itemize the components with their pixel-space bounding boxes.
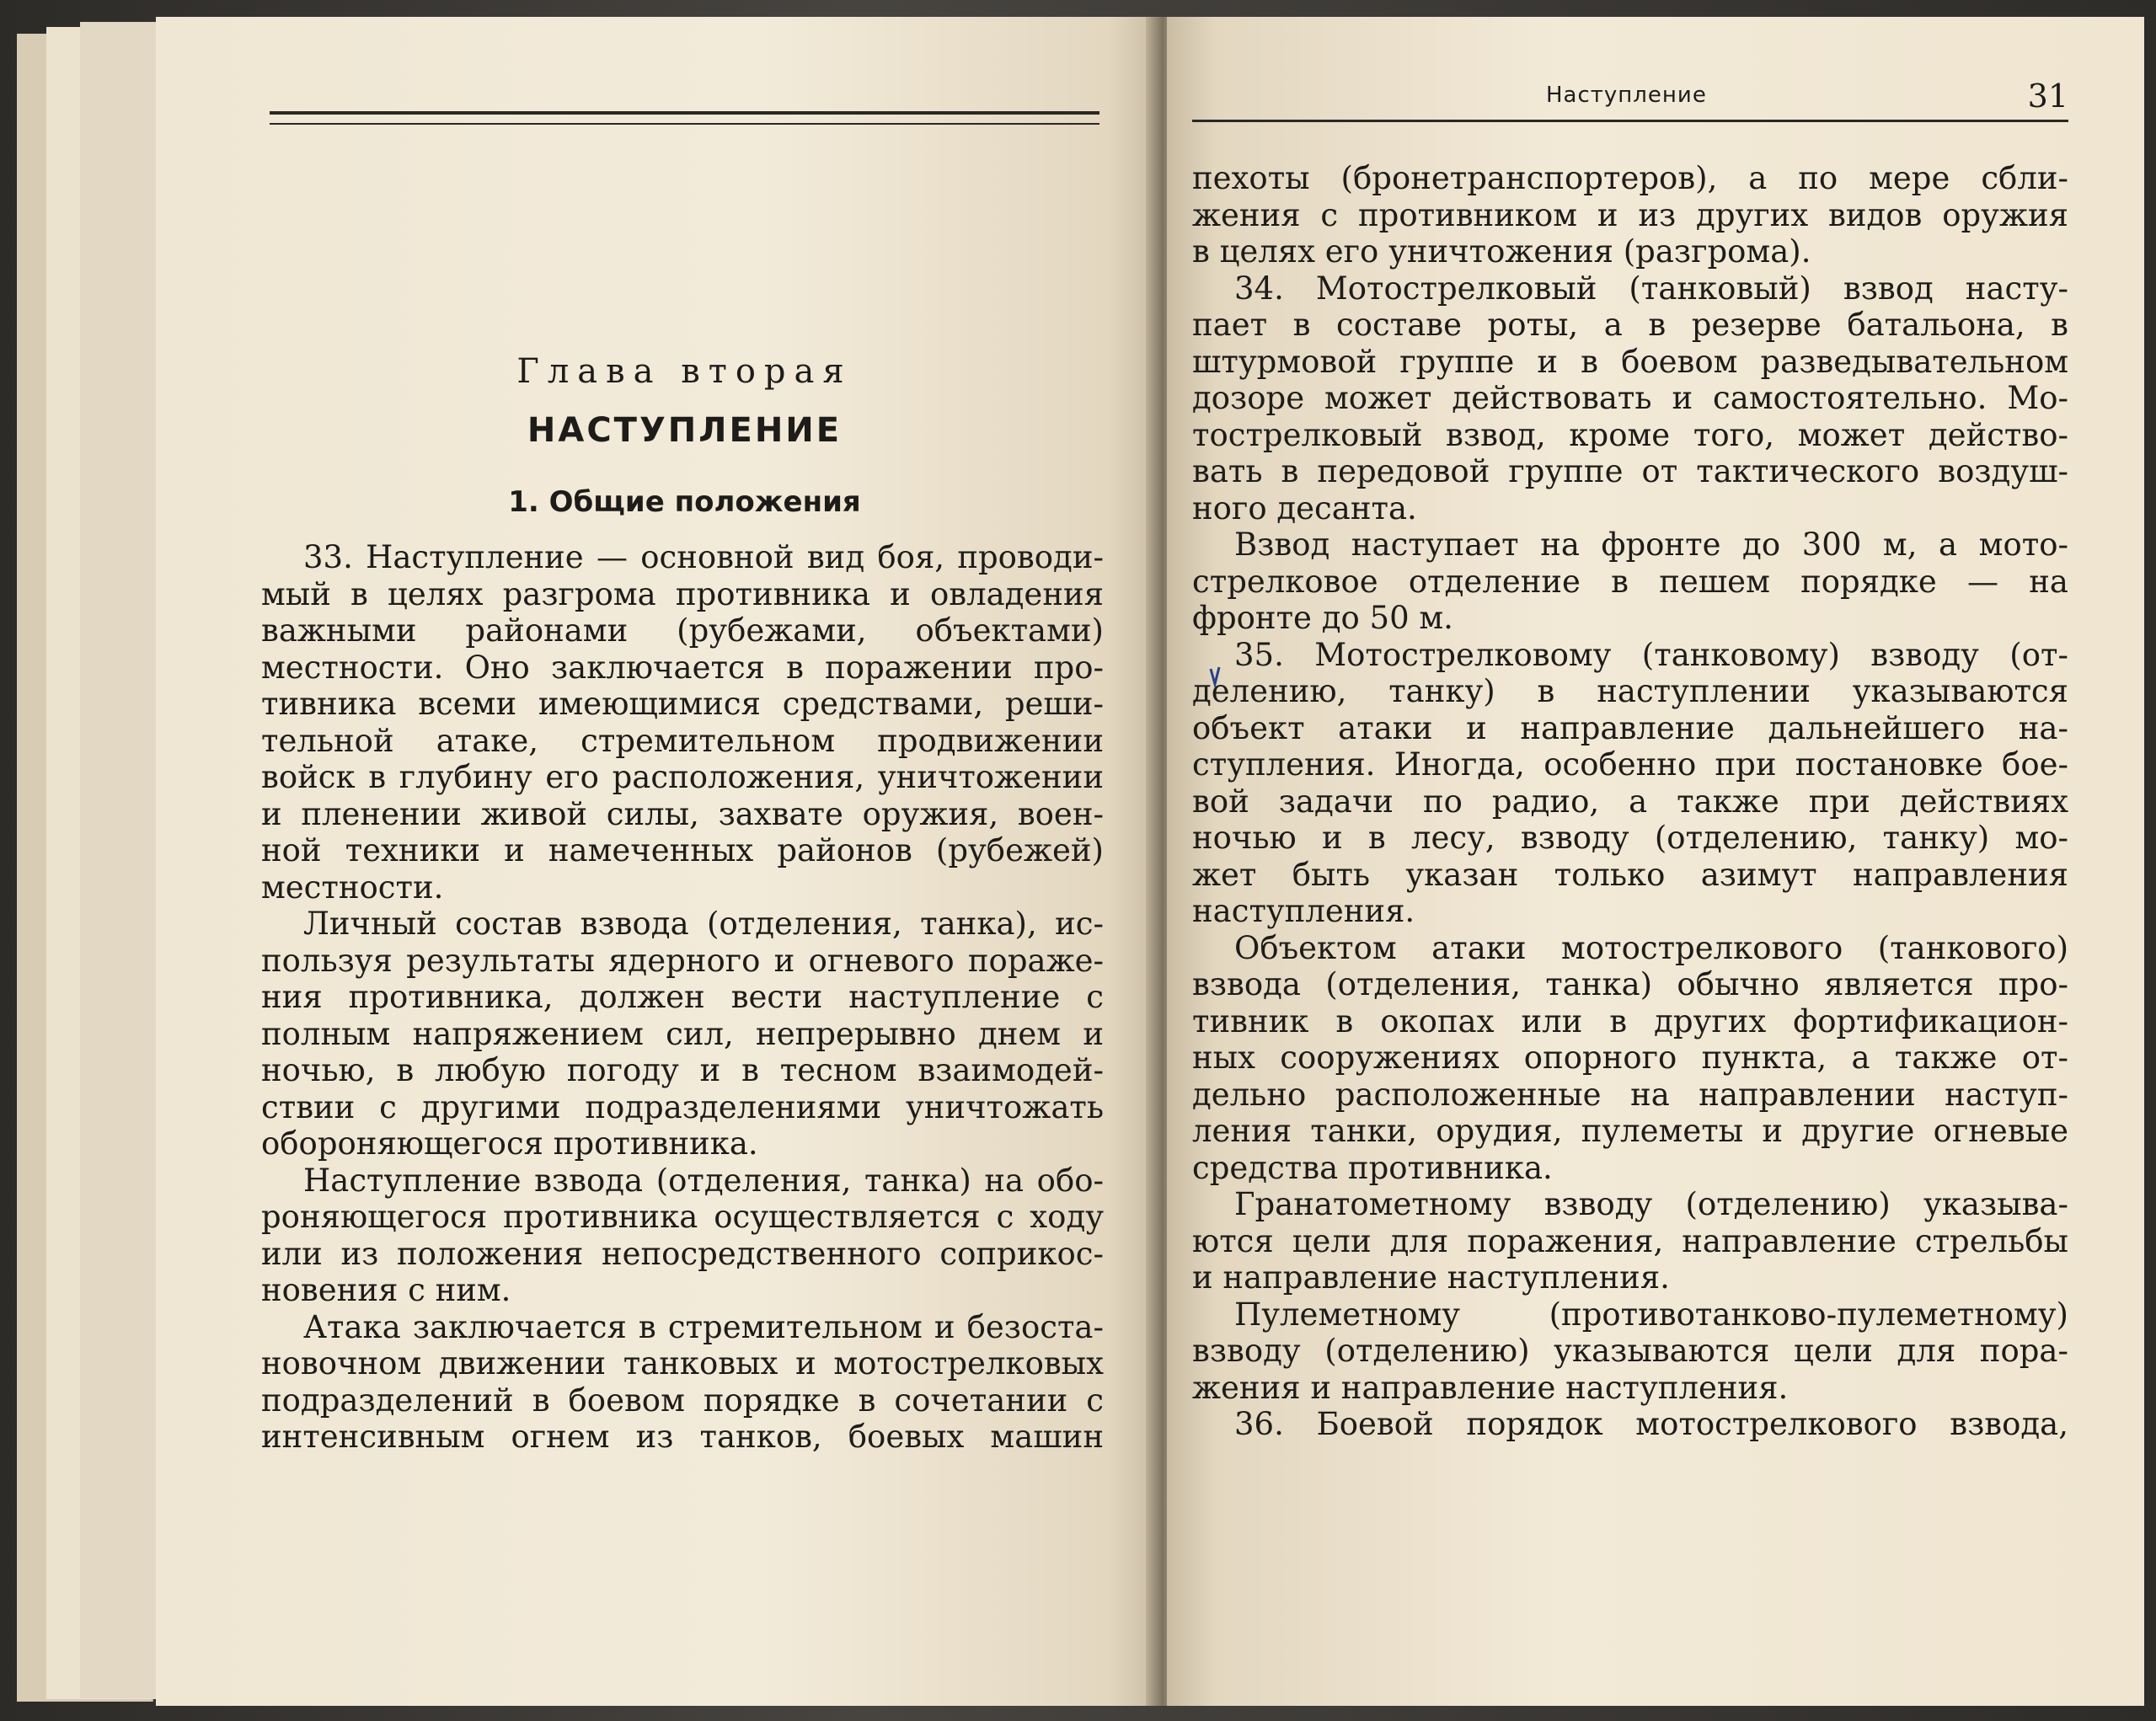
text-line: взводу (отделению) указываются цели для пора-	[1192, 1333, 2068, 1369]
left-page-text	[261, 539, 1104, 1456]
text-line: обороняющегося противника.	[261, 1125, 758, 1162]
text-line: пользуя результаты ядерного и огневого пораже-	[261, 942, 1104, 979]
text-line: делению, танку) в наступлении указываются	[1192, 673, 2068, 709]
header-rule	[270, 111, 1099, 125]
text-line: ночью, в любую погоду и в тесном взаимодей-	[261, 1052, 1104, 1088]
text-line: фронте до 50 м.	[1192, 600, 1453, 636]
text-line: Объектом атаки мотострелкового (танкового)	[1234, 929, 2068, 966]
text-line: Пулеметному (противотанково-пулеметному)	[1234, 1296, 2068, 1333]
text-line: средства противника.	[1192, 1149, 1553, 1186]
pen-check-mark	[1209, 665, 1221, 687]
text-line: полным напряжением сил, непрерывно днем и	[261, 1015, 1104, 1052]
text-line: пает в составе роты, а в резерве батальона, в	[1192, 307, 2068, 343]
text-line: Личный состав взвода (отделения, танка), ис-	[303, 906, 1104, 942]
text-line: новения с ним.	[261, 1272, 511, 1308]
text-line: интенсивным огнем из танков, боевых машин	[261, 1419, 1104, 1455]
text-line: новочном движении танковых и мотострелковых	[261, 1345, 1104, 1382]
text-line: мый в целях разгрома противника и овладения	[261, 575, 1104, 612]
text-line: взвода (отделения, танка) обычно является про-	[1192, 966, 2068, 1002]
text-line: Взвод наступает на фронте до 300 м, а мото-	[1234, 526, 2068, 563]
text-line: ступления. Иногда, особенно при постановке бое-	[1192, 746, 2068, 783]
chapter-heading: Глава вторая	[516, 352, 853, 391]
text-line: важными районами (рубежами, объектами)	[261, 612, 1104, 649]
text-line: или из положения непосредственного соприкос-	[261, 1235, 1104, 1272]
text-line: и пленении живой силы, захвате оружия, воен-	[261, 795, 1104, 832]
text-line: жения и направление наступления.	[1192, 1369, 1789, 1406]
text-line: ного десанта.	[1192, 489, 1417, 526]
text-line: наступления.	[1192, 893, 1415, 929]
text-line: пехоты (бронетранспортеров), а по мере сбли-	[1192, 160, 2068, 196]
right-page-text	[1192, 160, 2068, 1443]
text-line: дельно расположенные на направлении наступ-	[1192, 1076, 2068, 1113]
page-number: 31	[2027, 77, 2068, 115]
text-line: ния противника, должен вести наступление с	[261, 979, 1104, 1015]
text-line: Гранатометному взводу (отделению) указыва-	[1234, 1186, 2068, 1222]
right-page	[1167, 17, 2144, 1706]
text-line: ных сооружениях опорного пункта, а также от-	[1192, 1040, 2068, 1076]
text-line: ночью и в лесу, взводу (отделению, танку) мо-	[1192, 820, 2068, 856]
text-line: жения с противником и из других видов оружия	[1192, 196, 2068, 233]
text-line: стрелковое отделение в пешем порядке — на	[1192, 563, 2068, 600]
section-heading: 1. Общие положения	[508, 485, 861, 519]
text-line: объект атаки и направление дальнейшего на-	[1192, 709, 2068, 746]
text-line: 33. Наступление — основной вид боя, проводи-	[303, 539, 1104, 575]
chapter-title: НАСТУПЛЕНИЕ	[527, 411, 843, 450]
text-line: 35. Мотострелковому (танковому) взводу (от-	[1234, 636, 2068, 673]
page-header	[1192, 77, 2068, 122]
text-line: ются цели для поражения, направление стрельбы	[1192, 1222, 2068, 1259]
running-head: Наступление	[1546, 83, 1707, 108]
text-line: местности. Оно заключается в поражении про-	[261, 649, 1104, 686]
text-line: 36. Боевой порядок мотострелкового взвода,	[1234, 1406, 2068, 1442]
text-line: тивника всеми имеющимися средствами, реши-	[261, 686, 1104, 722]
text-line: штурмовой группе и в боевом разведывательном	[1192, 343, 2068, 380]
text-line: в целях его уничтожения (разгрома).	[1192, 233, 1811, 270]
text-line: Атака заключается в стремительном и безоста-	[303, 1308, 1104, 1345]
text-line: подразделений в боевом порядке в сочетании с	[261, 1382, 1104, 1419]
text-line: ления танки, орудия, пулеметы и другие огневые	[1192, 1113, 2068, 1149]
text-line: тивник в окопах или в других фортификацион-	[1192, 1002, 2068, 1040]
text-line: и направление наступления.	[1192, 1259, 1670, 1296]
text-line: 34. Мотострелковый (танковый) взвод насту-	[1234, 270, 2068, 307]
text-line: дозоре может действовать и самостоятельно. Мо-	[1192, 380, 2068, 416]
text-line: вать в передовой группе от тактического воздуш-	[1192, 453, 2068, 489]
text-line: тельной атаке, стремительном продвижении	[261, 722, 1104, 759]
text-line: Наступление взвода (отделения, танка) на обо-	[303, 1162, 1104, 1199]
text-line: жет быть указан только азимут направления	[1192, 856, 2068, 893]
text-line: местности.	[261, 869, 444, 906]
text-line: войск в глубину его расположения, уничтожении	[261, 759, 1104, 795]
text-line: вой задачи по радио, а также при действиях	[1192, 783, 2068, 820]
text-line: ной техники и намеченных районов (рубежей)	[261, 832, 1104, 869]
text-line: роняющегося противника осуществляется с ходу	[261, 1199, 1104, 1235]
text-line: тострелковый взвод, кроме того, может действо-	[1192, 416, 2068, 453]
left-page	[156, 17, 1158, 1706]
text-line: ствии с другими подразделениями уничтожать	[261, 1088, 1104, 1125]
